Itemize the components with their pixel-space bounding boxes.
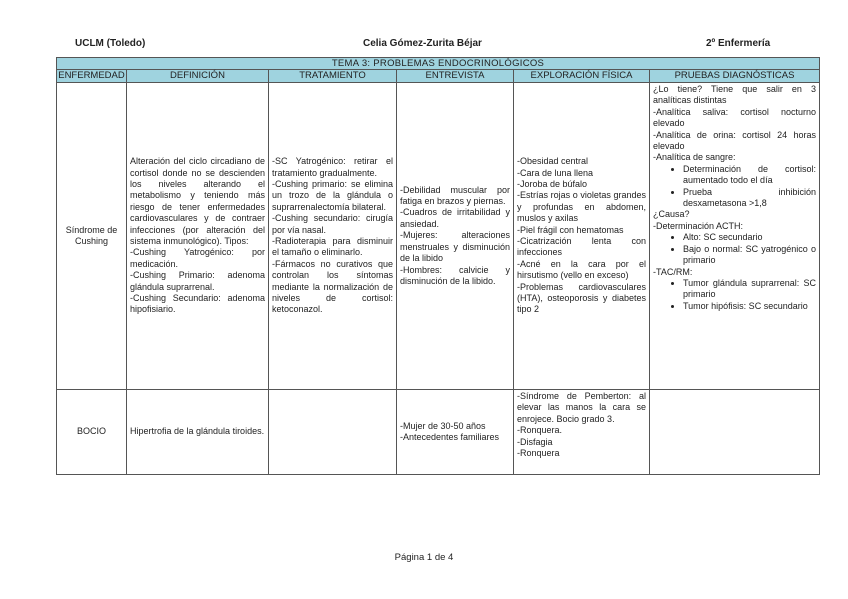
exploracion-line: -Obesidad central bbox=[517, 156, 589, 167]
tac-list bbox=[653, 278, 816, 312]
header-course: 2º Enfermería bbox=[706, 38, 771, 49]
cell-tratamiento bbox=[269, 83, 397, 390]
entrevista-line: -Debilidad muscular por fatiga en brazos y piernas. bbox=[400, 184, 510, 207]
cell-tratamiento bbox=[269, 390, 397, 475]
list-item: • Tumor glándula suprarrenal: SC primario bbox=[683, 278, 816, 301]
exploracion-line: -Cicatrización lenta con infecciones bbox=[517, 236, 646, 258]
cell-entrevista bbox=[397, 83, 514, 390]
exploracion-line: -Síndrome de Pemberton: al elevar las manos la cara se enrojece. Bocio grado 3. bbox=[517, 391, 646, 424]
list-item: • Determinación de cortisol: aumentado todo el día bbox=[683, 164, 816, 187]
column-header-definicion: DEFINICIÓN bbox=[127, 70, 269, 83]
entrevista-line: -Mujer de 30-50 años bbox=[400, 420, 486, 431]
cell-enfermedad: BOCIO bbox=[57, 390, 127, 475]
list-item: • Prueba inhibición desxametasona >1,8 bbox=[683, 187, 816, 210]
column-header-pruebas: PRUEBAS DIAGNÓSTICAS bbox=[650, 70, 820, 83]
definicion-text: Alteración del ciclo circadiano de cortisol donde no se descienden los niveles alterando el metabolismo y teniendo más riesgo de tener enfermedades cardiovasculares y de contraer infecciones (por alteración del sistema inmunológico). Tipos: bbox=[130, 156, 265, 246]
acth-label: -Determinación ACTH: bbox=[653, 220, 744, 231]
definicion-line: -Cushing Secundario: adenoma hipofisiario. bbox=[130, 293, 265, 315]
list-item: • Tumor hipófisis: SC secundario bbox=[683, 301, 816, 312]
pruebas-line: -Analítica de sangre: bbox=[653, 152, 736, 163]
table-row bbox=[57, 83, 820, 390]
header-institution: UCLM (Toledo) bbox=[75, 38, 146, 49]
entrevista-line: -Cuadros de irritabilidad y ansiedad. bbox=[400, 207, 510, 229]
pruebas-line: -Analítica de orina: cortisol 24 horas elevado bbox=[653, 129, 817, 152]
exploracion-line: -Cara de luna llena bbox=[517, 167, 594, 178]
definicion-line: -Cushing Yatrogénico: por medicación. bbox=[130, 247, 265, 269]
entrevista-line: -Hombres: calvicie y disminución de la libido. bbox=[400, 264, 510, 286]
exploracion-line: -Ronquera. bbox=[517, 425, 563, 436]
causa-label: ¿Causa? bbox=[653, 209, 690, 220]
exploracion-line: -Problemas cardiovasculares (HTA), osteoporosis y diabetes tipo 2 bbox=[517, 281, 646, 315]
column-header-exploracion: EXPLORACIÓN FÍSICA bbox=[514, 70, 650, 83]
entrevista-line: -Antecedentes familiares bbox=[400, 432, 500, 442]
exploracion-line: -Acné en la cara por el hirsutismo (vello en exceso) bbox=[517, 258, 646, 281]
pruebas-line: -Analítica saliva: cortisol nocturno elevado bbox=[653, 106, 817, 129]
list-item: • Alto: SC secundario bbox=[683, 232, 816, 243]
cell-entrevista bbox=[397, 390, 514, 475]
table-row bbox=[57, 390, 820, 475]
pruebas-line: ¿Lo tiene? Tiene que salir en 3 analíticas distintas bbox=[653, 84, 817, 106]
column-header-enfermedad: ENFERMEDAD bbox=[58, 70, 125, 81]
endocrine-table bbox=[56, 57, 820, 475]
cell-exploracion bbox=[514, 390, 650, 475]
tratamiento-line: -Cushing secundario: cirugía por vía nasal. bbox=[272, 213, 393, 235]
cell-pruebas bbox=[650, 390, 820, 475]
column-header-entrevista: ENTREVISTA bbox=[397, 70, 514, 83]
tratamiento-line: -Fármacos no curativos que controlan los síntomas mediante la normalización de niveles de cortisol: ketoconazol. bbox=[272, 258, 393, 315]
exploracion-line: -Ronquera bbox=[517, 448, 560, 459]
list-item: • Bajo o normal: SC yatrogénico o primario bbox=[683, 244, 816, 267]
cell-exploracion bbox=[514, 83, 650, 390]
page-footer: Página 1 de 4 bbox=[394, 552, 454, 563]
sangre-list bbox=[653, 164, 816, 210]
header-author: Celia Gómez-Zurita Béjar bbox=[363, 38, 482, 49]
table-title: TEMA 3: PROBLEMAS ENDOCRINOLÓGICOS bbox=[57, 58, 820, 70]
tratamiento-line: -Radioterapia para disminuir el tamaño o eliminarlo. bbox=[272, 236, 393, 258]
cell-definicion: Hipertrofia de la glándula tiroides. bbox=[127, 390, 269, 475]
cell-definicion bbox=[127, 83, 269, 390]
exploracion-line: -Disfagia bbox=[517, 436, 553, 447]
exploracion-line: -Piel frágil con hematomas bbox=[517, 224, 624, 235]
column-header-tratamiento: TRATAMIENTO bbox=[269, 70, 397, 83]
cell-enfermedad: Síndrome de Cushing bbox=[57, 83, 127, 390]
tratamiento-line: -SC Yatrogénico: retirar el tratamiento gradualmente. bbox=[272, 156, 393, 178]
tac-label: -TAC/RM: bbox=[653, 266, 693, 277]
exploracion-line: -Estrías rojas o violetas grandes y profundas en abdomen, muslos y axilas bbox=[517, 190, 646, 224]
cell-pruebas bbox=[650, 83, 820, 390]
exploracion-line: -Joroba de búfalo bbox=[517, 178, 588, 189]
acth-list bbox=[653, 232, 816, 266]
definicion-line: -Cushing Primario: adenoma glándula suprarrenal. bbox=[130, 270, 265, 292]
entrevista-line: -Mujeres: alteraciones menstruales y disminución de la libido bbox=[400, 230, 510, 264]
tratamiento-line: -Cushing primario: se elimina un trozo de la glándula o suprarrenalectomía bilateral. bbox=[272, 178, 393, 212]
